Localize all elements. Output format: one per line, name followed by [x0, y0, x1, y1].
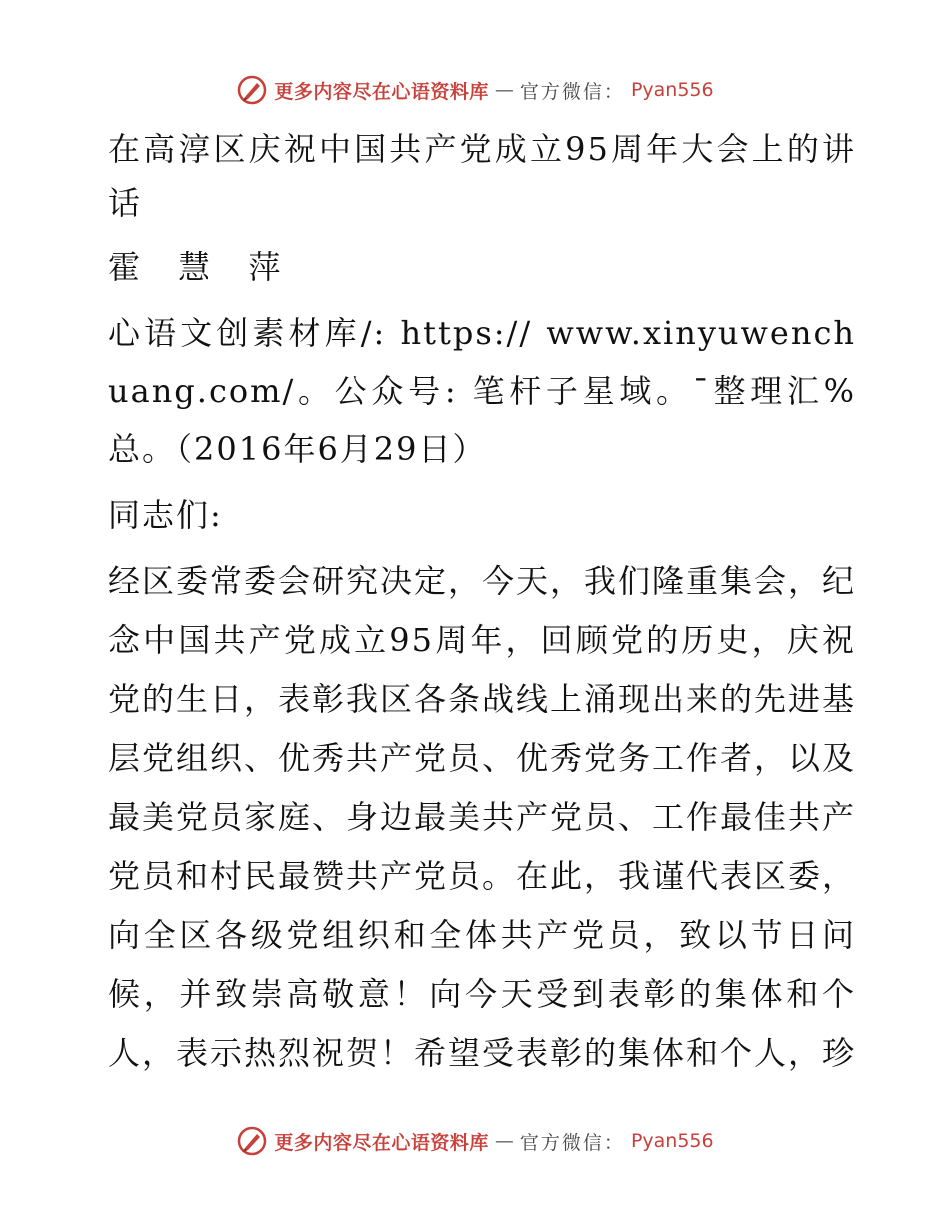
pen-nib-logo-icon: [236, 74, 268, 106]
document-body: [96, 122, 856, 1083]
pen-nib-logo-icon: [236, 1125, 268, 1157]
watermark-sub-text: 官方微信：: [519, 1131, 625, 1154]
document-source-note: 心语文创素材库/: https:// www.xinyuwenchuang.com/。公众号: 笔杆子星域。¯整理汇%总。（2016年6月29日）: [108, 314, 856, 468]
top-watermark-banner: [0, 70, 950, 110]
document-title: 在高淳区庆祝中国共产党成立95周年大会上的讲话: [108, 130, 856, 222]
watermark-main-text: 更多内容尽在心语资料库: [274, 1131, 489, 1154]
watermark-dash: —: [494, 1130, 514, 1152]
watermark-main-text: 更多内容尽在心语资料库: [274, 80, 489, 103]
document-greeting: 同志们:: [108, 496, 223, 534]
watermark-wechat-id: Pyan556: [630, 79, 714, 101]
document-paragraph: 经区委常委会研究决定，今天，我们隆重集会，纪念中国共产党成立95周年，回顾党的历史，庆祝党的生日，表彰我区各条战线上涌现出来的先进基层党组织、优秀共产党员、优秀党务工作者，以及最美党员家庭、身边最美共产党员、工作最佳共产党员和村民最赞共产党员。在此，我谨代表区委，向全区各级党组织和全体共产党员，致以节日问候，并致崇高敬意！向今天受到表彰的集体和个人，表示热烈祝贺！希望受表彰的集体和个人，珍: [108, 562, 857, 1072]
watermark-wechat-id: Pyan556: [630, 1130, 714, 1152]
watermark-dash: —: [494, 79, 514, 101]
bottom-watermark-banner: [0, 1121, 950, 1161]
watermark-sub-text: 官方微信：: [519, 80, 625, 103]
document-author: 霍 慧 萍: [108, 248, 295, 286]
